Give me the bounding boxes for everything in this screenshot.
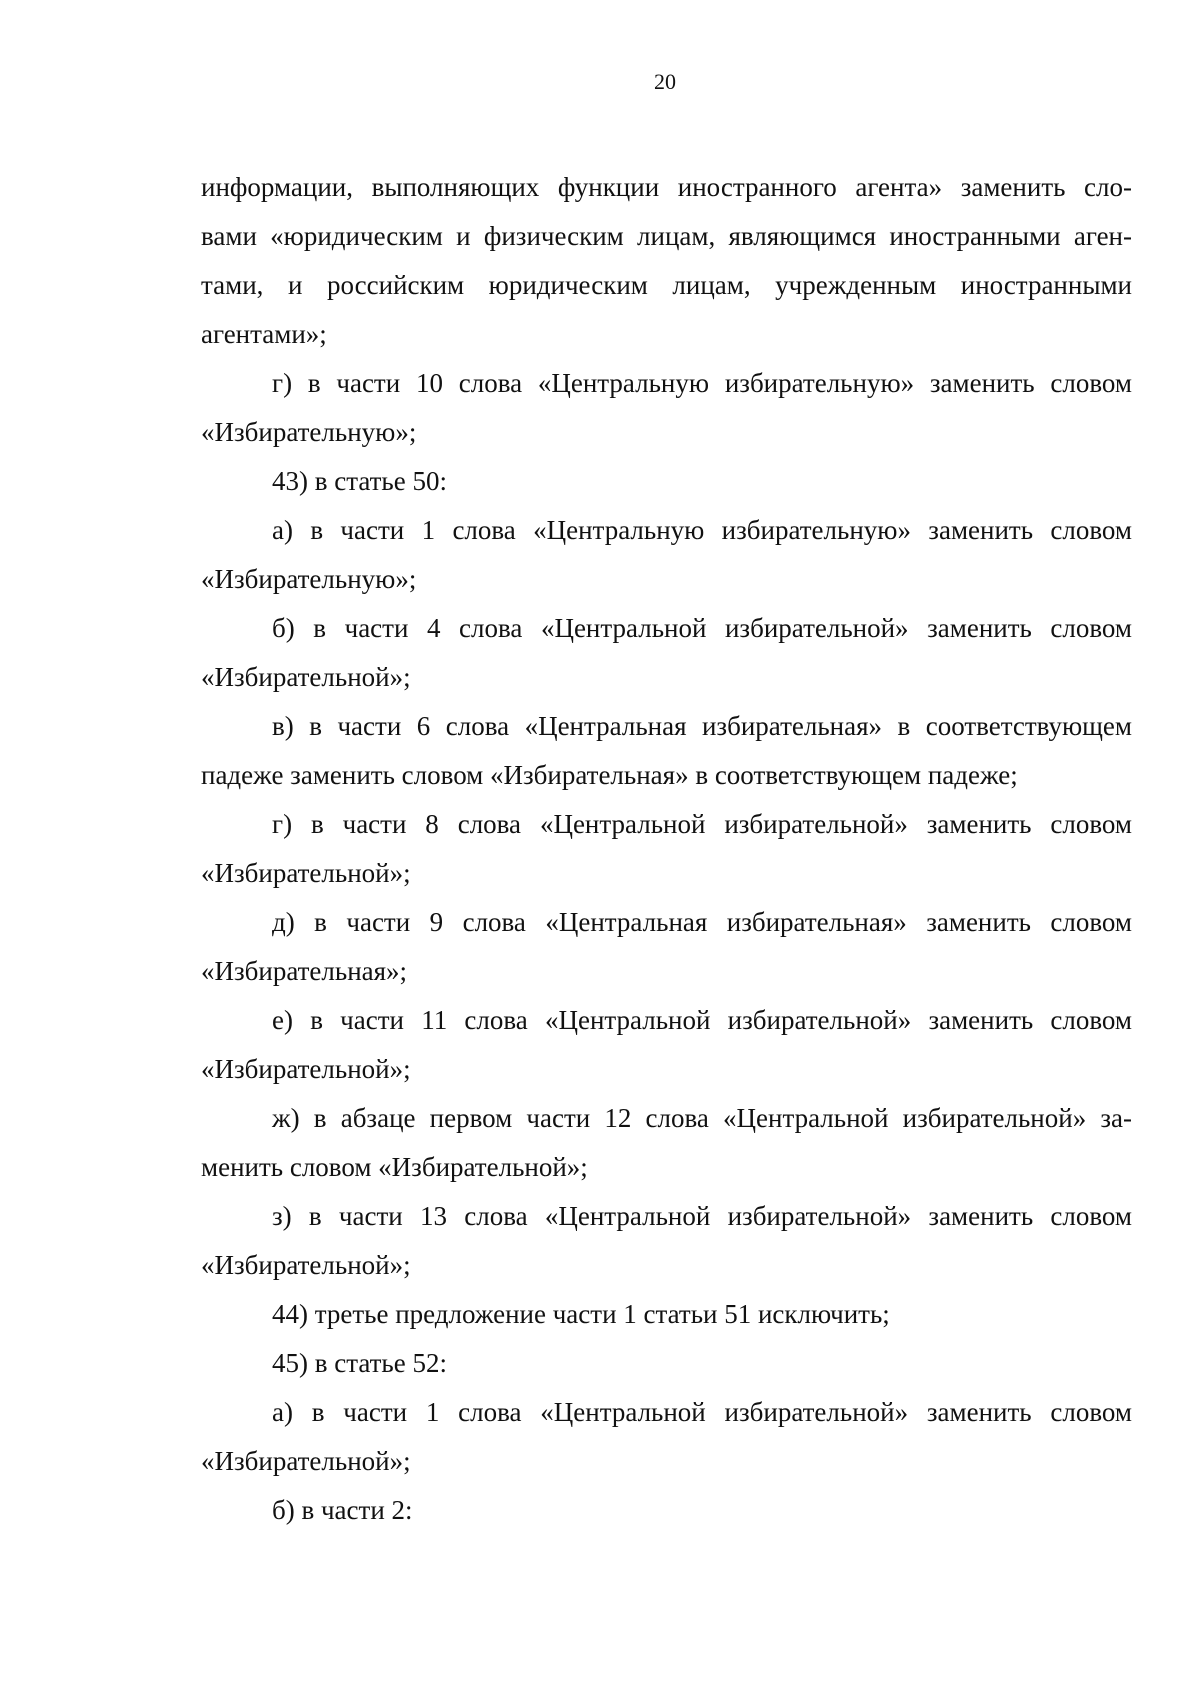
paragraph: [201, 163, 1132, 359]
text-line: а) в части 1 слова «Центральную избирательную» заменить словом: [272, 515, 1132, 545]
document-body: [201, 163, 1132, 1535]
paragraph: [201, 996, 1132, 1094]
paragraph: [201, 1290, 1132, 1339]
text-line: «Избирательной»;: [201, 1250, 411, 1280]
paragraph: [201, 457, 1132, 506]
text-line: «Избирательной»;: [201, 858, 411, 888]
text-line: 43) в статье 50:: [272, 466, 447, 496]
text-line: «Избирательная»;: [201, 956, 408, 986]
text-line: а) в части 1 слова «Центральной избирательной» заменить словом: [272, 1397, 1132, 1427]
text-line: б) в части 2:: [272, 1495, 413, 1525]
text-line: агентами»;: [201, 319, 327, 349]
text-line: 44) третье предложение части 1 статьи 51 исключить;: [272, 1299, 890, 1329]
paragraph: [201, 506, 1132, 604]
text-line: д) в части 9 слова «Центральная избирательная» заменить словом: [272, 907, 1132, 937]
paragraph: [201, 702, 1132, 800]
text-line: «Избирательную»;: [201, 564, 417, 594]
page-number: 20: [654, 69, 676, 94]
text-line: е) в части 11 слова «Центральной избирательной» заменить словом: [272, 1005, 1132, 1035]
paragraph: [201, 1094, 1132, 1192]
text-line: г) в части 10 слова «Центральную избирательную» заменить словом: [272, 368, 1132, 398]
text-line: тами, и российским юридическим лицам, учрежденным иностранными: [201, 270, 1132, 300]
text-line: «Избирательной»;: [201, 1446, 411, 1476]
text-line: вами «юридическим и физическим лицам, являющимся иностранными аген-: [201, 221, 1132, 251]
paragraph: [201, 1388, 1132, 1486]
paragraph: [201, 1339, 1132, 1388]
text-line: з) в части 13 слова «Центральной избирательной» заменить словом: [272, 1201, 1132, 1231]
text-line: б) в части 4 слова «Центральной избирательной» заменить словом: [272, 613, 1132, 643]
paragraph: [201, 359, 1132, 457]
text-line: «Избирательной»;: [201, 662, 411, 692]
text-line: «Избирательную»;: [201, 417, 417, 447]
text-line: в) в части 6 слова «Центральная избирательная» в соответствующем: [272, 711, 1132, 741]
paragraph: [201, 604, 1132, 702]
text-line: г) в части 8 слова «Центральной избирательной» заменить словом: [272, 809, 1132, 839]
paragraph: [201, 898, 1132, 996]
text-line: падеже заменить словом «Избирательная» в соответствующем падеже;: [201, 760, 1018, 790]
text-line: ж) в абзаце первом части 12 слова «Центральной избирательной» за-: [272, 1103, 1132, 1133]
paragraph: [201, 1192, 1132, 1290]
text-line: «Избирательной»;: [201, 1054, 411, 1084]
text-line: 45) в статье 52:: [272, 1348, 447, 1378]
text-line: информации, выполняющих функции иностранного агента» заменить сло-: [201, 172, 1132, 202]
paragraph: [201, 800, 1132, 898]
text-line: менить словом «Избирательной»;: [201, 1152, 588, 1182]
paragraph: [201, 1486, 1132, 1535]
